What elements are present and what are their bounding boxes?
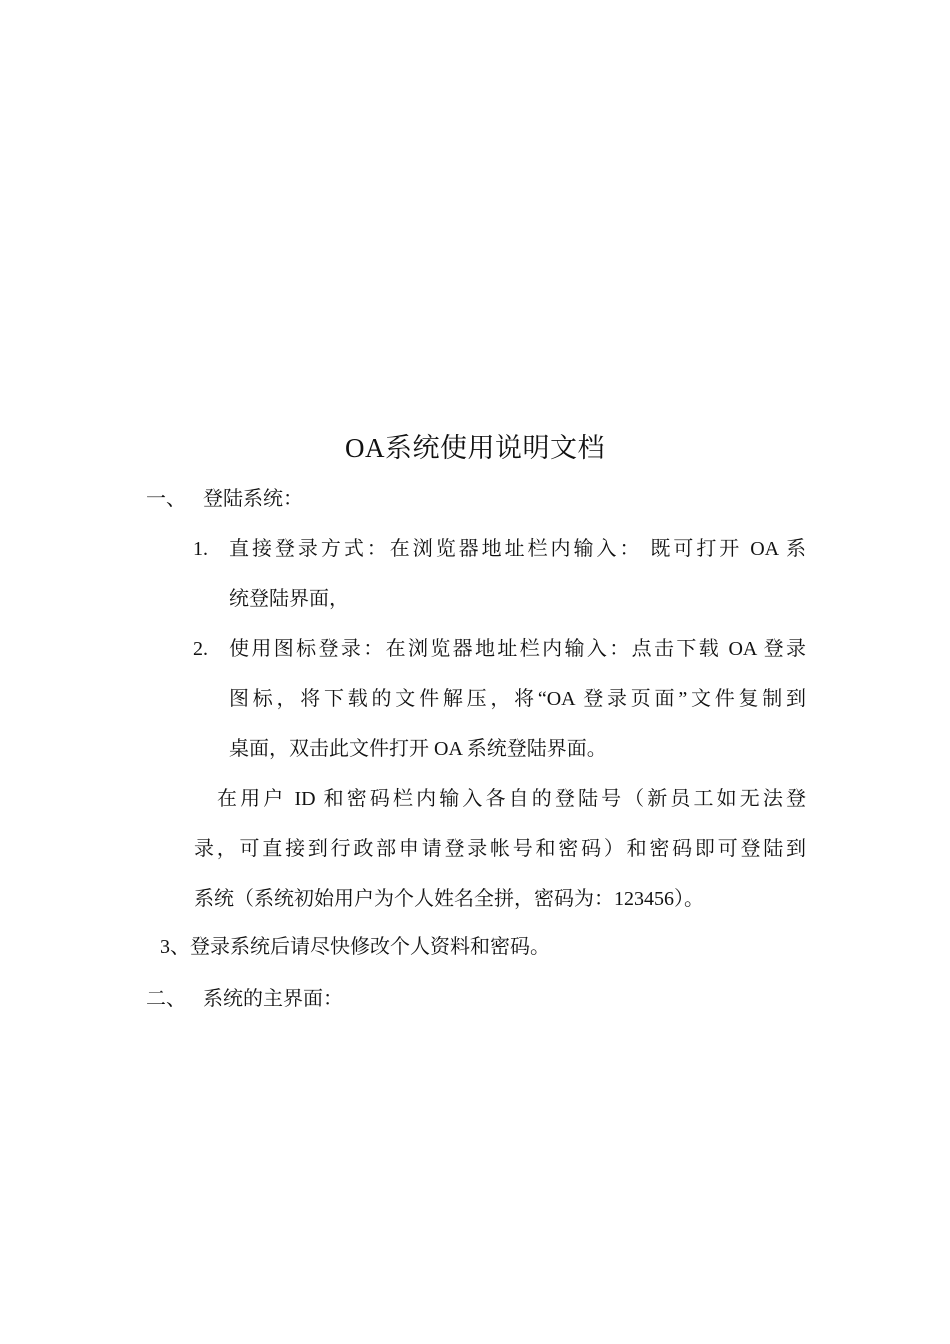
item-2-line-2: 图标，将下载的文件解压，将“OA 登录页面”文件复制到	[229, 688, 806, 710]
paragraph-line-3: 系统（系统初始用户为个人姓名全拼，密码为：123456）。	[194, 888, 704, 910]
item-2-marker: 2.	[193, 638, 208, 660]
paragraph-line-1: 在用户 ID 和密码栏内输入各自的登陆号（新员工如无法登	[217, 788, 806, 810]
section-1-marker: 一、	[146, 488, 186, 510]
section-1-heading: 登陆系统：	[203, 488, 303, 510]
item-1-line-1: 直接登录方式：在浏览器地址栏内输入： 既可打开 OA 系	[229, 538, 806, 560]
item-1-line-2: 统登陆界面，	[229, 588, 349, 610]
item-3-text: 3、登录系统后请尽快修改个人资料和密码。	[160, 936, 550, 958]
section-2-heading: 系统的主界面：	[203, 988, 343, 1010]
paragraph-line-2: 录，可直接到行政部申请登录帐号和密码）和密码即可登陆到	[194, 838, 806, 860]
section-2-marker: 二、	[146, 988, 186, 1010]
document-title: OA系统使用说明文档	[345, 433, 605, 463]
item-2-line-1: 使用图标登录：在浏览器地址栏内输入：点击下载 OA 登录	[229, 638, 806, 660]
item-2-line-3: 桌面，双击此文件打开 OA 系统登陆界面。	[229, 738, 607, 760]
item-1-marker: 1.	[193, 538, 208, 560]
